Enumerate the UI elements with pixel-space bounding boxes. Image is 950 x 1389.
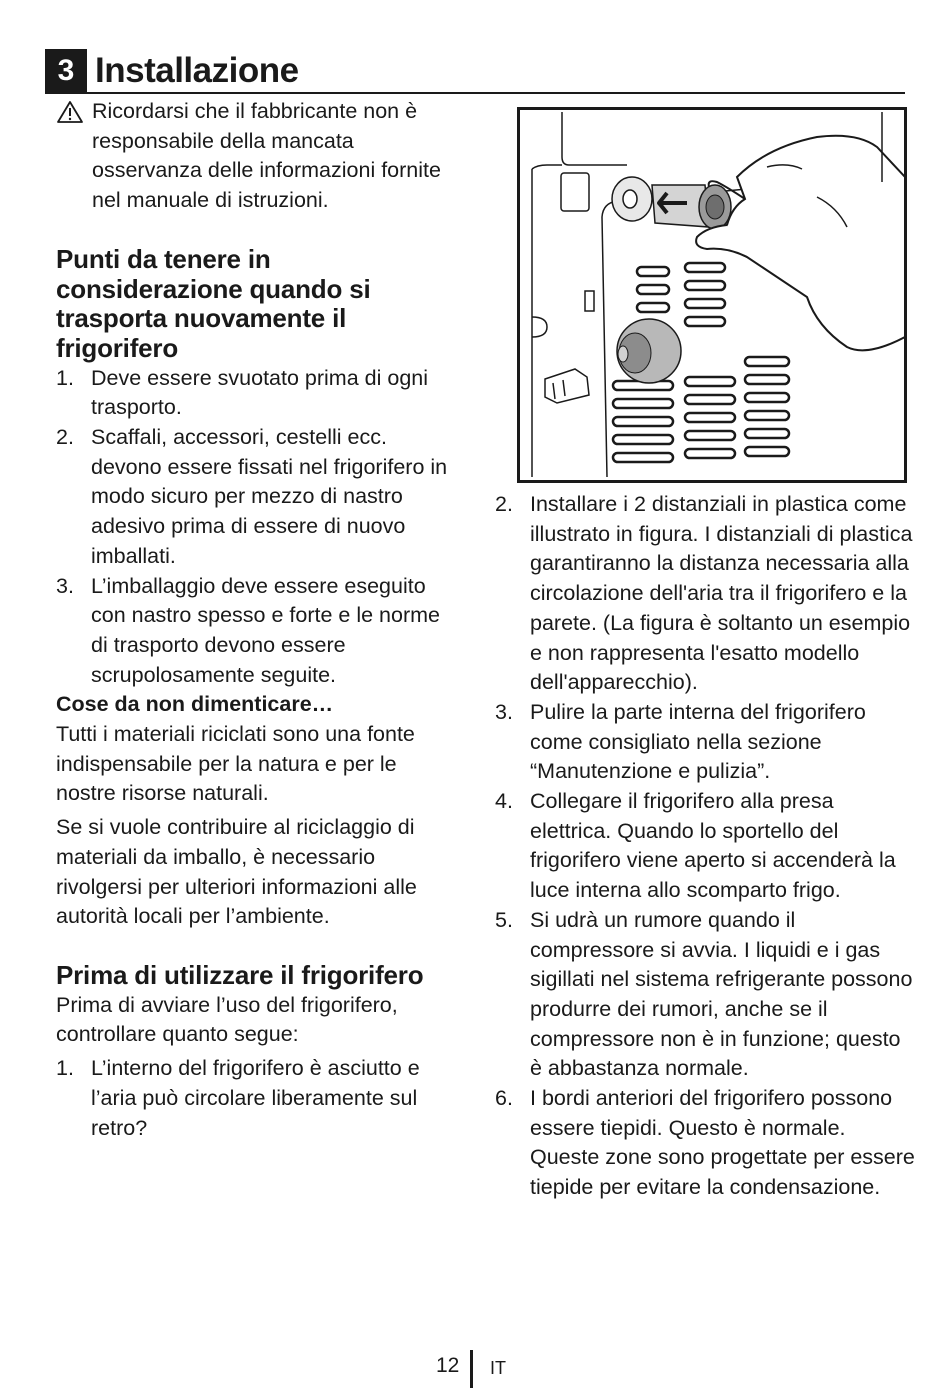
remember-paragraph: Tutti i materiali riciclati sono una fonte indispensabile per la natura e per le nostre risorse naturali. <box>56 722 415 806</box>
list-item: 4. Collegare il frigorifero alla presa elettrica. Quando lo sportello del frigorifero viene aperto si accenderà la luce interna allo scomparto frigo. <box>495 789 896 903</box>
list-item: 2. Scaffali, accessori, cestelli ecc. devono essere fissati nel frigorifero in modo sicuro per mezzo di nastro adesivo prima di essere di nuovo imballati. <box>56 425 448 568</box>
list-item: 1. Deve essere svuotato prima di ogni trasporto. <box>56 365 429 420</box>
before-use-intro: Prima di avviare l’uso del frigorifero, controllare quanto segue: <box>56 992 398 1047</box>
list-item: 1. L’interno del frigorifero è asciutto e l’aria può circolare liberamente sul retro? <box>56 1056 420 1140</box>
language-code: IT <box>490 1358 506 1378</box>
left-column <box>56 97 461 1143</box>
before-use-list-right <box>495 490 915 1203</box>
before-use-list-left <box>56 1054 461 1143</box>
list-item: 2. Installare i 2 distanziali in plastica come illustrato in figura. I distanziali di plastica garantiranno la distanza necessaria alla circolazione dell'aria tra il frigorifero e la parete. (La figura è soltanto un esempio e non rappresenta l'esatto modello dell'apparecchio). <box>495 492 913 695</box>
warning-triangle-icon <box>56 100 84 124</box>
list-item: 3. Pulire la parte interna del frigorifero come consigliato nella sezione “Manutenzione e pulizia”. <box>495 699 866 784</box>
section-number: 3 <box>45 49 87 93</box>
list-item: 5. Si udrà un rumore quando il compressore si avvia. I liquidi e i gas sigillati nel sistema refrigerante possono produrre dei rumori, anche se il compressore non è in funzione; questo è abbastanza normale. <box>495 907 913 1081</box>
transport-heading: Punti da tenere in considerazione quando si trasporta nuovamente il frigorifero <box>56 243 371 363</box>
list-item: 3. L’imballaggio deve essere eseguito con nastro spesso e forte e le norme di trasporto devono essere scrupolosamente seguite. <box>56 573 440 687</box>
footer-divider <box>470 1350 473 1388</box>
spacer-installation-illustration <box>517 107 907 483</box>
warning-note <box>56 97 461 216</box>
page-number: 12 <box>436 1354 460 1377</box>
section-title: Installazione <box>95 51 299 90</box>
section-header <box>45 49 905 95</box>
list-item: 6. I bordi anteriori del frigorifero possono essere tiepidi. Questo è normale. Queste zone sono progettate per essere tiepide per evitare la condensazione. <box>495 1086 915 1200</box>
remember-heading: Cose da non dimenticare… <box>56 692 334 717</box>
right-column <box>495 490 915 1203</box>
before-use-heading: Prima di utilizzare il frigorifero <box>56 959 424 990</box>
remember-paragraph: Se si vuole contribuire al riciclaggio di materiali da imballo, è necessario rivolgersi per ulteriori informazioni alle autorità locali per l’ambiente. <box>56 815 417 929</box>
header-rule <box>45 92 905 94</box>
warning-text: Ricordarsi che il fabbricante non è responsabile della mancata osservanza delle informazioni fornite nel manuale di istruzioni. <box>92 99 441 213</box>
transport-list <box>56 364 461 691</box>
